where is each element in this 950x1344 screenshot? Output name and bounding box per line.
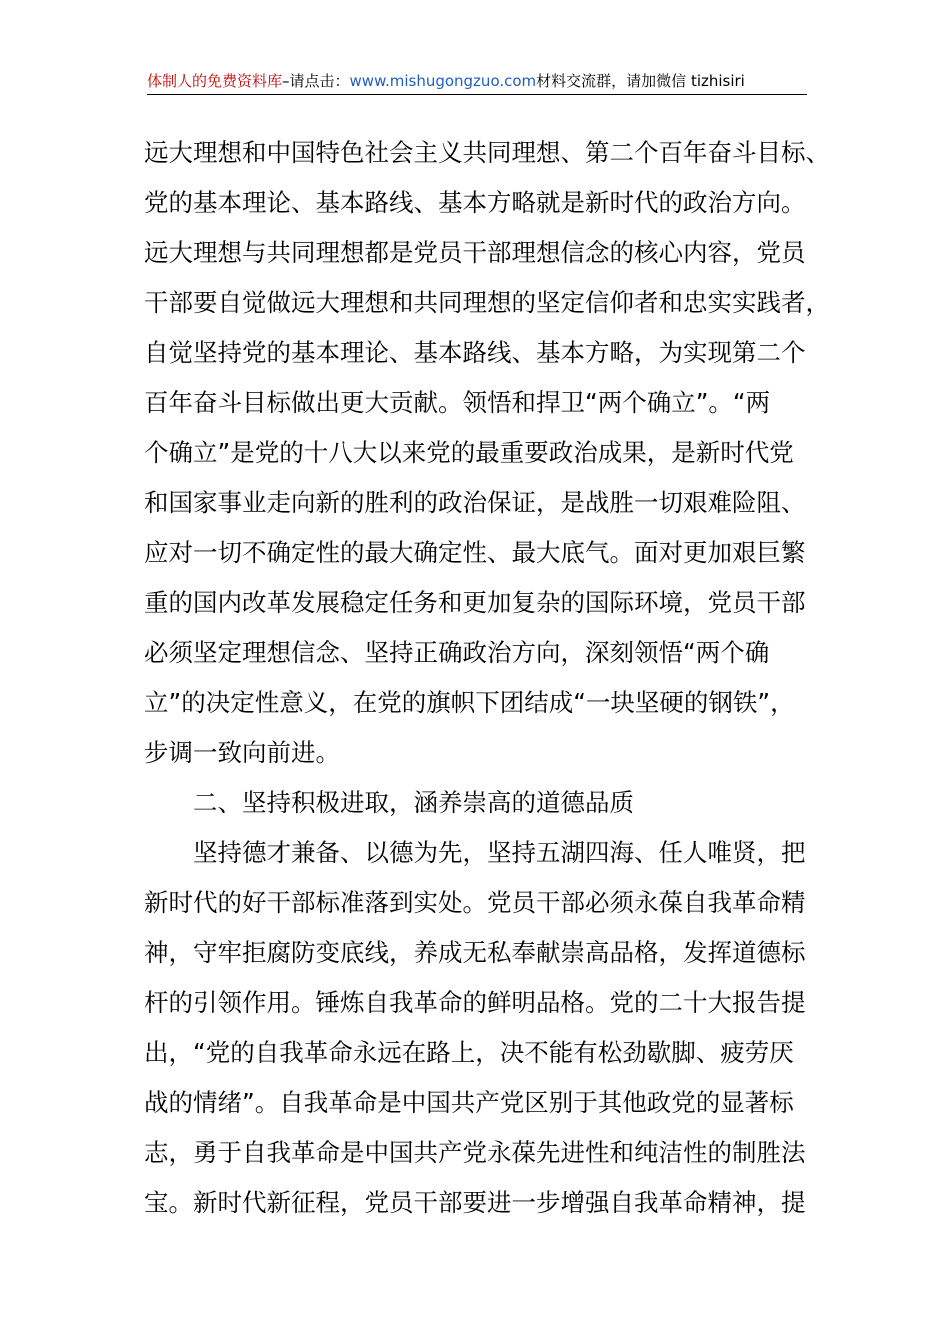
body-line: 杆的引领作用。锤炼自我革命的鲜明品格。党的二十大报告提	[144, 988, 806, 1017]
body-line: 必须坚定理想信念、坚持正确政治方向，深刻领悟“两个确	[144, 638, 770, 667]
body-line: 坚持德才兼备、以德为先，坚持五湖四海、任人唯贤，把	[193, 838, 806, 867]
body-line: 神，守牢拒腐防变底线，养成无私奉献崇高品格，发挥道德标	[144, 938, 806, 967]
body-line: 远大理想与共同理想都是党员干部理想信念的核心内容，党员	[144, 238, 806, 267]
body-line: 步调一致向前进。	[144, 738, 340, 767]
body-line: 百年奋斗目标做出更大贡献。领悟和捍卫“两个确立”。“两	[144, 388, 771, 417]
body-line: 个确立”是党的十八大以来党的最重要政治成果，是新时代党	[144, 438, 794, 467]
body-line: 立”的决定性意义，在党的旗帜下团结成“一块坚硬的钢铁”，	[144, 688, 795, 717]
body-line: 战的情绪”。自我革命是中国共产党区别于其他政党的显著标	[144, 1088, 794, 1117]
body-line: 出，“党的自我革命永远在路上，决不能有松劲歇脚、疲劳厌	[144, 1038, 794, 1067]
body-line: 远大理想和中国特色社会主义共同理想、第二个百年奋斗目标、	[144, 138, 830, 167]
body-line: 自觉坚持党的基本理论、基本路线、基本方略，为实现第二个	[144, 338, 806, 367]
page-header	[147, 70, 807, 95]
header-url-link[interactable]: www.mishugongzuo.com	[349, 72, 537, 90]
header-separator: –请点击：	[282, 72, 350, 90]
body-line: 重的国内改革发展稳定任务和更加复杂的国际环境，党员干部	[144, 588, 806, 617]
body-line: 新时代的好干部标准落到实处。党员干部必须永葆自我革命精	[144, 888, 806, 917]
body-line: 宝。新时代新征程，党员干部要进一步增强自我革命精神，提	[144, 1188, 806, 1217]
body-line: 应对一切不确定性的最大确定性、最大底气。面对更加艰巨繁	[144, 538, 806, 567]
header-brand: 体制人的免费资料库	[147, 72, 283, 90]
section-heading: 二、坚持积极进取，涵养崇高的道德品质	[193, 788, 634, 817]
document-body	[144, 128, 830, 1228]
body-line: 干部要自觉做远大理想和共同理想的坚定信仰者和忠实实践者，	[144, 288, 830, 317]
body-line: 党的基本理论、基本路线、基本方略就是新时代的政治方向。	[144, 188, 806, 217]
header-contact-text: 材料交流群，请加微信 tizhisiri	[536, 72, 745, 90]
body-line: 和国家事业走向新的胜利的政治保证，是战胜一切艰难险阻、	[144, 488, 806, 517]
body-line: 志，勇于自我革命是中国共产党永葆先进性和纯洁性的制胜法	[144, 1138, 806, 1167]
